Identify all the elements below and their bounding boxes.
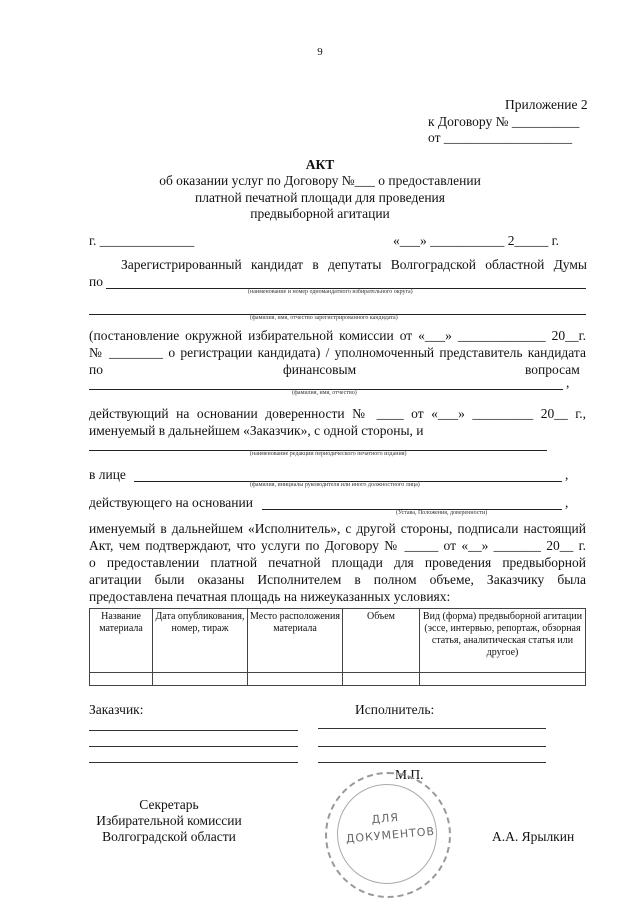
act-title-line1: об оказании услуг по Договору №___ о предоставлении [159,173,481,188]
date-field: «___» ___________ 2_____ г. [393,233,560,248]
executor-line3: о предоставлении платной печатной площади для проведения предвыборной [89,555,586,570]
col-material-name: Название материала [90,609,153,673]
table-header-row [90,609,586,673]
stamp-text-line2: ДОКУМЕНТОВ [345,824,436,846]
resolution-line2: № ________ о регистрации кандидата) / уполномоченный представитель кандидата [89,345,586,360]
executor-line4: агитации были оказаны Исполнителем в полном объеме, Заказчику была [89,572,586,587]
proxy-line1: действующий на основании доверенности № ____ от «___» _________ 20__ г., [89,406,586,421]
osnovanie-hint: (Устава, Положения, доверенности) [396,510,488,516]
na-osnovanii-label: действующего на основании [89,495,253,510]
financial-label: финансовым [283,362,357,377]
appendix-date: от ___________________ [428,130,573,145]
executor-line2: Акт, чем подтверждают, что услуги по Договору № _____ от «__» _______ 20__ г. [89,538,586,553]
executor-line5: предоставлена печатная площадь на нижеуказанных условиях: [89,589,451,604]
materials-table [89,608,586,686]
executor-sign-line-2 [318,746,546,747]
customer-sign-line-1 [89,730,298,731]
col-volume: Объем [343,609,420,673]
candidate-paragraph: Зарегистрированный кандидат в депутаты Волгоградской областной Думы [121,257,587,272]
act-title-line3: предвыборной агитации [250,206,390,221]
secretary-line3: Волгоградской области [102,829,236,844]
table-cell [153,673,248,686]
act-title-line2: платной печатной площади для проведения [195,190,445,205]
executor-sign-line-3 [318,762,546,763]
appendix-contract: к Договору № __________ [428,114,580,129]
col-location: Место расположения материала [248,609,343,673]
comma-1: , [566,375,570,390]
secretary-name: А.А. Ярылкин [492,829,575,844]
appendix-label: Приложение 2 [505,97,588,112]
resolution-line1: (постановление окружной избирательной комиссии от «___» _____________ 20__г. [89,328,586,343]
redakciya-hint: (наименование редакции периодического печатного издания) [250,451,407,457]
proxy-line2: именуемый в дальнейшем «Заказчик», с одной стороны, и [89,423,424,438]
fio-hint: (фамилия, имя, отчество зарегистрированного кандидата) [250,315,398,321]
table-cell [343,673,420,686]
customer-label: Заказчик: [89,702,144,717]
comma-3: , [565,495,569,510]
questions-label: вопросам [525,362,580,377]
table-row [90,673,586,686]
col-agitation-type: Вид (форма) предвыборной агитации (эссе, интервью, репортаж, обзорная статья, аналитическая статья или другое) [420,609,586,673]
customer-sign-line-3 [89,762,298,763]
mp-label: М.П. [395,767,424,782]
po-label-2: по [89,362,103,377]
secretary-line2: Избирательной комиссии [96,813,242,828]
po-label: по [89,274,103,289]
v-lice-label: в лице [89,467,126,482]
secretary-line1: Секретарь [139,797,199,812]
executor-label: Исполнитель: [355,702,435,717]
col-publication-date: Дата опубликования, номер, тираж [153,609,248,673]
customer-sign-line-2 [89,746,298,747]
city-field: г. ______________ [89,233,195,248]
act-heading: АКТ [305,157,335,172]
comma-2: , [565,467,569,482]
table-cell [420,673,586,686]
executor-line1: именуемый в дальнейшем «Исполнитель», с другой стороны, подписали настоящий [89,521,586,536]
stamp-text-line1: ДЛЯ [370,810,400,827]
representative-hint: (фамилия, имя, отчество) [292,390,357,396]
lico-hint: (фамилия, инициалы руководителя или иного должностного лица) [250,482,420,488]
okrug-hint: (наименование и номер одномандатного избирательного округа) [248,289,413,295]
stamp-text [344,806,436,847]
table-cell [90,673,153,686]
table-cell [248,673,343,686]
page-number: 9 [317,46,323,58]
executor-sign-line-1 [318,728,546,729]
